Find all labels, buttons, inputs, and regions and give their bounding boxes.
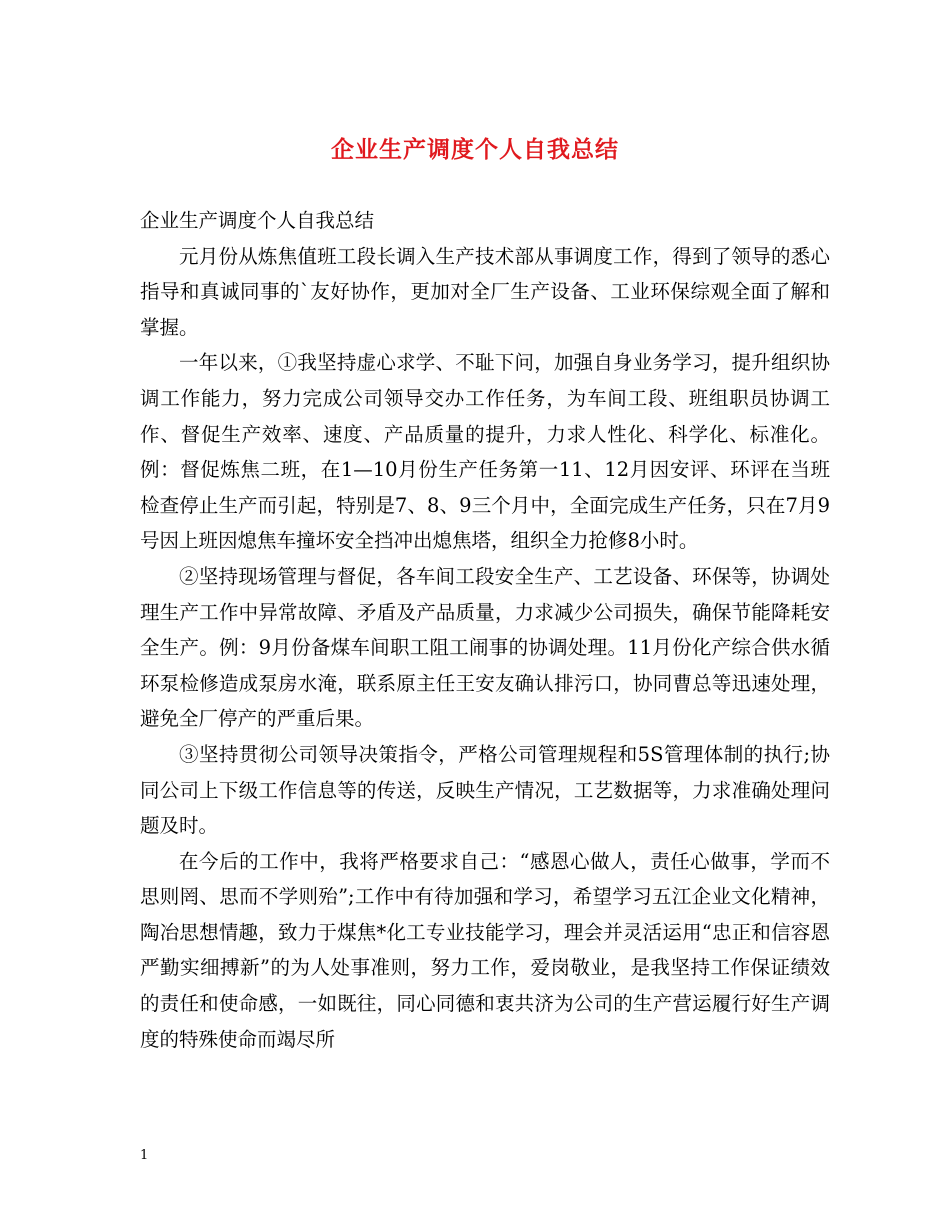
page-number: 1: [140, 1148, 149, 1163]
document-subtitle: 企业生产调度个人自我总结: [140, 209, 375, 232]
paragraph-intro: 元月份从炼焦值班工段长调入生产技术部从事调度工作，得到了领导的悉心指导和真诚同事的`友好协作，更加对全厂生产设备、工业环保综观全面了解和掌握。: [140, 244, 830, 339]
paragraph-point-3: ③坚持贯彻公司领导决策指令，严格公司管理规程和5S管理体制的执行;协同公司上下级工作信息等的传送，反映生产情况，工艺数据等，力求准确处理问题及时。: [140, 742, 830, 838]
paragraph-point-2: ②坚持现场管理与督促，各车间工段安全生产、工艺设备、环保等，协调处理生产工作中异常故障、矛盾及产品质量，力求减少公司损失，确保节能降耗安全生产。例：9月份备煤车间职工阻工闹事的协调处理。11月份化产综合供水循环泵检修造成泵房水淹，联系原主任王安友确认排污口，协同曹总等迅速处理，避免全厂停产的严重后果。: [140, 564, 830, 731]
paragraph-point-1: 一年以来，①我坚持虚心求学、不耻下问，加强自身业务学习，提升组织协调工作能力，努力完成公司领导交办工作任务，为车间工段、班组职员协调工作、督促生产效率、速度、产品质量的提升，力求人性化、科学化、标准化。例：督促炼焦二班，在1—10月份生产任务第一11、12月因安评、环评在当班检查停止生产而引起，特别是7、8、9三个月中，全面完成生产任务，只在7月9号因上班因熄焦车撞坏安全挡冲出熄焦塔，组织全力抢修8小时。: [140, 351, 830, 553]
document-body: [140, 203, 830, 1057]
document-title: 企业生产调度个人自我总结: [331, 136, 619, 163]
paragraph-future-work: 在今后的工作中，我将严格要求自己：“感恩心做人，责任心做事，学而不思则罔、思而不学则殆”;工作中有待加强和学习，希望学习五江企业文化精神，陶冶思想情趣，致力于煤焦*化工专业技能学习，理会并灵活运用“忠正和信容恩严勤实细搏新”的为人处事准则，努力工作，爱岗敬业，是我坚持工作保证绩效的责任和使命感，一如既往，同心同德和衷共济为公司的生产营运履行好生产调度的特殊使命而竭尽所: [140, 849, 830, 1051]
